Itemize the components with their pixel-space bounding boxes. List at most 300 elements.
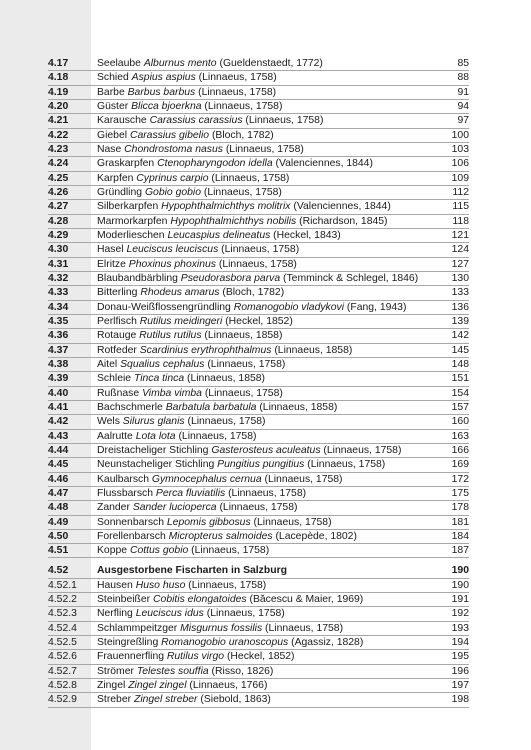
toc-entry[interactable] [0, 693, 531, 707]
author-citation: (Linnaeus, 1758) [304, 459, 386, 471]
toc-entry-title [97, 593, 443, 607]
scientific-name: Leucaspius delineatus [167, 229, 271, 241]
common-name: Elritze [97, 258, 129, 270]
toc-entry-number: 4.40 [48, 387, 69, 399]
author-citation: (Linnaeus, 1758) [208, 172, 290, 184]
common-name: Wels [97, 416, 123, 428]
toc-entry-number: 4.47 [48, 487, 69, 499]
common-name: Marmorkarpfen [97, 215, 171, 227]
scientific-name: Hypophthalmichthys molitrix [161, 201, 291, 213]
author-citation: (Heckel, 1843) [270, 229, 341, 241]
author-citation: (Băcescu & Maier, 1969) [246, 594, 364, 606]
toc-entry[interactable] [0, 229, 531, 243]
author-citation: (Heckel, 1852) [224, 651, 295, 663]
toc-entry-page: 148 [451, 358, 469, 370]
toc-entry-page: 169 [451, 459, 469, 471]
toc-entry-page: 198 [451, 694, 469, 706]
scientific-name: Pungitius pungitius [217, 459, 305, 471]
author-citation: (Linnaeus, 1758) [195, 86, 277, 98]
common-name: Schleie [97, 373, 134, 385]
toc-entry-title [97, 57, 443, 71]
scientific-name: Cyprinus carpio [136, 172, 209, 184]
toc-entry-page: 91 [457, 86, 469, 98]
toc-entry-title [97, 693, 443, 707]
toc-entry-page: 151 [451, 373, 469, 385]
author-citation: (Linnaeus, 1758) [184, 416, 266, 428]
toc-entry-page: 112 [452, 186, 469, 198]
common-name: Aitel [97, 358, 121, 370]
toc-entry[interactable] [0, 129, 531, 143]
toc-entry-title [97, 387, 443, 401]
toc-entry-page: 184 [451, 530, 469, 542]
toc-entry-number: 4.52.9 [48, 694, 77, 706]
toc-entry-number: 4.49 [48, 516, 69, 528]
scientific-name: Alburnus mento [143, 58, 217, 69]
toc-entry-number: 4.26 [48, 186, 69, 198]
toc-entry-number: 4.25 [48, 172, 69, 184]
toc-entry-page: 145 [451, 344, 469, 356]
toc-entry[interactable] [0, 301, 531, 315]
toc-entry-page: 94 [457, 100, 469, 112]
toc-entry-number: 4.52.3 [48, 608, 77, 620]
toc-entry-number: 4.45 [48, 459, 69, 471]
toc-entry[interactable] [0, 157, 531, 171]
scientific-name: Gasterosteus aculeatus [211, 444, 321, 456]
toc-entry[interactable] [0, 607, 531, 621]
scientific-name: Chondrostoma nasus [124, 143, 223, 155]
toc-entry-number: 4.19 [48, 86, 69, 98]
toc-entry[interactable] [0, 114, 531, 128]
toc-entry-number: 4.30 [48, 244, 69, 256]
toc-entry[interactable] [0, 473, 531, 487]
toc-entry-title [97, 665, 443, 679]
scientific-name: Ctenopharyngodon idella [157, 158, 273, 170]
author-citation: (Linnaeus, 1758) [250, 516, 332, 528]
common-name: Rotauge [97, 330, 140, 342]
table-of-contents [0, 57, 531, 708]
toc-entry-title [97, 579, 443, 593]
toc-entry[interactable] [0, 57, 531, 71]
author-citation: (Lacepède, 1802) [272, 530, 357, 542]
toc-section-heading[interactable] [0, 564, 531, 578]
row-divider [48, 557, 469, 558]
scientific-name: Zingel zingel [128, 680, 187, 692]
scientific-name: Aspius aspius [131, 72, 196, 84]
scientific-name: Scardinius erythrophthalmus [139, 344, 272, 356]
toc-entry-number: 4.18 [48, 72, 69, 84]
author-citation: (Linnaeus, 1858) [256, 401, 338, 413]
toc-entry-title [97, 315, 443, 329]
toc-entry-title [97, 172, 443, 186]
toc-entry-number: 4.52.6 [48, 651, 77, 663]
toc-entry-number: 4.27 [48, 201, 69, 213]
toc-entry-page: 121 [451, 229, 469, 241]
toc-entry-number: 4.52.8 [48, 680, 77, 692]
common-name: Schlammpeitzger [97, 622, 181, 634]
author-citation: (Linnaeus, 1858) [271, 344, 353, 356]
toc-entry[interactable] [0, 401, 531, 415]
toc-entry-page: 193 [451, 622, 469, 634]
common-name: Hasel [97, 244, 127, 256]
toc-entry-title [97, 215, 443, 229]
scientific-name: Gobio gobio [144, 186, 201, 198]
toc-entry[interactable] [0, 286, 531, 300]
toc-entry-page: 190 [451, 579, 469, 591]
toc-entry[interactable] [0, 344, 531, 358]
common-name: Karausche [97, 115, 150, 127]
toc-entry-number: 4.52.7 [48, 665, 77, 677]
toc-entry-number: 4.20 [48, 100, 69, 112]
toc-entry-number: 4.31 [48, 258, 69, 270]
toc-entry-title [97, 636, 443, 650]
toc-entry-title [97, 243, 443, 257]
scientific-name: Carassius gibelio [129, 129, 210, 141]
toc-entry-number: 4.36 [48, 330, 69, 342]
toc-entry-number: 4.29 [48, 229, 69, 241]
toc-entry-title [97, 129, 443, 143]
scientific-name: Romanogobio uranoscopus [161, 637, 289, 649]
toc-entry-page: 192 [451, 608, 469, 620]
common-name: Güster [97, 100, 132, 112]
toc-entry-title [97, 301, 443, 315]
scientific-name: Gymnocephalus cernua [151, 473, 262, 485]
toc-entry-number: 4.48 [48, 502, 69, 514]
toc-entry-page: 124 [451, 244, 469, 256]
common-name: Giebel [97, 129, 130, 141]
toc-entry-title [97, 516, 443, 530]
common-name: Sonnenbarsch [97, 516, 167, 528]
common-name: Perlfisch [97, 315, 140, 327]
scientific-name: Cottus gobio [129, 545, 189, 557]
toc-entry-page: 178 [451, 502, 469, 514]
toc-entry[interactable] [0, 458, 531, 472]
common-name: Nase [97, 143, 125, 155]
toc-entry[interactable] [0, 650, 531, 664]
common-name: Karpfen [97, 172, 137, 184]
toc-entry-page: 100 [451, 129, 469, 141]
common-name: Strömer [97, 665, 137, 677]
author-citation: (Bloch, 1782) [209, 129, 274, 141]
toc-entry-number: 4.39 [48, 373, 69, 385]
toc-entry-page: 142 [451, 330, 469, 342]
author-citation: (Linnaeus, 1758) [204, 358, 286, 370]
toc-entry-page: 194 [451, 637, 469, 649]
scientific-name: Silurus glanis [122, 416, 185, 428]
common-name: Rußnase [97, 387, 143, 399]
toc-section-number: 4.52 [48, 565, 69, 577]
toc-entry-number: 4.44 [48, 444, 69, 456]
toc-entry[interactable] [0, 329, 531, 343]
toc-entry-page: 191 [451, 594, 469, 606]
common-name: Flussbarsch [97, 487, 156, 499]
toc-entry-page: 197 [451, 680, 469, 692]
common-name: Streber [97, 694, 134, 706]
common-name: Rotfeder [97, 344, 140, 356]
common-name: Silberkarpfen [97, 201, 162, 213]
toc-entry-title [97, 444, 443, 458]
toc-entry-number: 4.28 [48, 215, 69, 227]
toc-entry[interactable] [0, 501, 531, 515]
toc-entry-title [97, 530, 443, 544]
common-name: Blaubandbärbling [97, 272, 181, 284]
toc-entry-page: 88 [457, 72, 469, 84]
toc-entry-title [97, 100, 443, 114]
common-name: Seelaube [97, 58, 144, 69]
toc-entry[interactable] [0, 186, 531, 200]
toc-entry-number: 4.21 [48, 115, 69, 127]
author-citation: (Linnaeus, 1758) [225, 487, 307, 499]
scientific-name: Tinca tinca [133, 373, 185, 385]
toc-entry-title [97, 186, 443, 200]
author-citation: (Linnaeus, 1758) [242, 115, 324, 127]
author-citation: (Linnaeus, 1758) [175, 430, 257, 442]
common-name: Graskarpfen [97, 158, 158, 170]
scientific-name: Squalius cephalus [120, 358, 205, 370]
common-name: Kaulbarsch [97, 473, 152, 485]
toc-entry[interactable] [0, 243, 531, 257]
toc-entry-page: 130 [451, 272, 469, 284]
toc-entry-page: 157 [451, 401, 469, 413]
scientific-name: Misgurnus fossilis [180, 622, 263, 634]
toc-entry-title [97, 157, 443, 171]
scientific-name: Telestes souffia [136, 665, 209, 677]
toc-entry[interactable] [0, 679, 531, 693]
toc-entry[interactable] [0, 372, 531, 386]
toc-entry[interactable] [0, 444, 531, 458]
common-name: Bitterling [97, 287, 141, 299]
scientific-name: Vimba vimba [142, 387, 202, 399]
toc-entry[interactable] [0, 487, 531, 501]
toc-entry-page: 154 [451, 387, 469, 399]
toc-entry-page: 109 [451, 172, 469, 184]
scientific-name: Rhodeus amarus [140, 287, 220, 299]
toc-entry-title [97, 200, 443, 214]
toc-entry-page: 127 [451, 258, 469, 270]
toc-entry-title [97, 229, 443, 243]
common-name: Zander [97, 502, 133, 514]
common-name: Donau-Weißflossengründling [97, 301, 234, 313]
toc-entry-number: 4.46 [48, 473, 69, 485]
scientific-name: Lota lota [135, 430, 176, 442]
author-citation: (Linnaeus, 1758) [185, 579, 267, 591]
author-citation: (Linnaeus, 1758) [320, 444, 402, 456]
toc-entry-title [97, 344, 443, 358]
toc-entry-page: 163 [451, 430, 469, 442]
toc-entry[interactable] [0, 358, 531, 372]
scientific-name: Carassius carassius [149, 115, 243, 127]
common-name: Forellenbarsch [97, 530, 169, 542]
toc-entry[interactable] [0, 100, 531, 114]
toc-section-title: Ausgestorbene Fischarten in Salzburg [97, 565, 287, 577]
scientific-name: Sander lucioperca [132, 502, 217, 514]
toc-entry[interactable] [0, 516, 531, 530]
toc-entry-number: 4.52.2 [48, 594, 77, 606]
common-name: Barbe [97, 86, 128, 98]
scientific-name: Romanogobio vladykovi [233, 301, 345, 313]
common-name: Aalrutte [97, 430, 136, 442]
toc-entry[interactable] [0, 665, 531, 679]
toc-entry[interactable] [0, 200, 531, 214]
common-name: Schied [97, 72, 132, 84]
toc-entry-number: 4.52.4 [48, 622, 77, 634]
toc-section-page: 190 [451, 565, 469, 577]
toc-entry-page: 103 [451, 143, 469, 155]
toc-entry-title [97, 329, 443, 343]
toc-entry-title [97, 286, 443, 300]
scientific-name: Leuciscus idus [135, 608, 204, 620]
toc-entry-number: 4.52.5 [48, 637, 77, 649]
scientific-name: Phoxinus phoxinus [128, 258, 216, 270]
toc-entry-title [97, 143, 443, 157]
scientific-name: Zingel streber [133, 694, 198, 706]
toc-entry-number: 4.33 [48, 287, 69, 299]
toc-entry-page: 175 [451, 487, 469, 499]
scientific-name: Cobitis elongatoides [153, 594, 247, 606]
common-name: Dreistacheliger Stichling [97, 444, 212, 456]
author-citation: (Linnaeus, 1758) [218, 244, 300, 256]
scientific-name: Leuciscus leuciscus [126, 244, 219, 256]
toc-entry[interactable] [0, 544, 531, 558]
scientific-name: Rutilus virgo [166, 651, 225, 663]
toc-entry-page: 166 [451, 444, 469, 456]
toc-entry[interactable] [0, 272, 531, 286]
toc-entry[interactable] [0, 415, 531, 429]
author-citation: (Linnaeus, 1766) [186, 680, 268, 692]
toc-entry-title [97, 415, 443, 429]
scientific-name: Barbatula barbatula [165, 401, 257, 413]
author-citation: (Linnaeus, 1858) [184, 373, 265, 385]
toc-entry[interactable] [0, 636, 531, 650]
toc-entry-page: 187 [451, 545, 469, 557]
author-citation: (Linnaeus, 1758) [201, 100, 283, 112]
common-name: Nerfling [97, 608, 136, 620]
toc-entry-title [97, 607, 443, 621]
toc-entry-page: 118 [452, 215, 469, 227]
toc-entry-number: 4.17 [48, 58, 69, 69]
toc-entry-page: 106 [451, 158, 469, 170]
toc-entry[interactable] [0, 172, 531, 186]
toc-entry-title [97, 401, 443, 415]
toc-entry[interactable] [0, 430, 531, 444]
author-citation: (Agassiz, 1828) [288, 637, 364, 649]
author-citation: (Linnaeus, 1758) [201, 186, 282, 198]
author-citation: (Linnaeus, 1758) [203, 608, 285, 620]
toc-entry-number: 4.24 [48, 158, 69, 170]
common-name: Bachschmerle [97, 401, 166, 413]
common-name: Neunstacheliger Stichling [97, 459, 218, 471]
toc-entry[interactable] [0, 71, 531, 85]
toc-entry[interactable] [0, 579, 531, 593]
toc-entry-number: 4.35 [48, 315, 69, 327]
toc-entry-title [97, 258, 443, 272]
toc-entry-title [97, 487, 443, 501]
toc-entry-title [97, 272, 443, 286]
toc-entry[interactable] [0, 258, 531, 272]
common-name: Zingel [97, 680, 129, 692]
toc-entry-number: 4.52.1 [48, 579, 77, 591]
toc-entry[interactable] [0, 215, 531, 229]
scientific-name: Blicca bjoerkna [131, 100, 202, 112]
toc-entry-page: 181 [451, 516, 469, 528]
toc-entry-page: 195 [451, 651, 469, 663]
scientific-name: Barbus barbus [127, 86, 196, 98]
toc-entry-title [97, 430, 443, 444]
toc-entry-page: 85 [457, 58, 469, 69]
toc-entry-number: 4.37 [48, 344, 69, 356]
toc-entry-page: 97 [457, 115, 469, 127]
toc-entry-number: 4.50 [48, 530, 69, 542]
toc-entry[interactable] [0, 593, 531, 607]
common-name: Steinbeißer [97, 594, 154, 606]
toc-entry-title [97, 372, 443, 386]
toc-entry-title [97, 544, 443, 558]
author-citation: (Fang, 1943) [344, 301, 407, 313]
author-citation: (Linnaeus, 1758) [262, 622, 344, 634]
scientific-name: Lepomis gibbosus [166, 516, 251, 528]
author-citation: (Temminck & Schlegel, 1846) [280, 272, 419, 284]
author-citation: (Linnaeus, 1758) [188, 545, 270, 557]
toc-entry[interactable] [0, 86, 531, 100]
toc-entry-title [97, 622, 443, 636]
toc-entry-page: 136 [451, 301, 469, 313]
author-citation: (Valenciennes, 1844) [290, 201, 391, 213]
common-name: Koppe [97, 545, 130, 557]
scientific-name: Hypophthalmichthys nobilis [170, 215, 297, 227]
common-name: Frauennerfling [97, 651, 167, 663]
toc-entry-number: 4.38 [48, 358, 69, 370]
author-citation: (Richardson, 1845) [296, 215, 388, 227]
scientific-name: Micropterus salmoides [168, 530, 273, 542]
toc-entry-number: 4.42 [48, 416, 69, 428]
toc-entry-title [97, 473, 443, 487]
toc-entry[interactable] [0, 387, 531, 401]
toc-entry[interactable] [0, 530, 531, 544]
scientific-name: Pseudorasbora parva [180, 272, 281, 284]
toc-entry[interactable] [0, 143, 531, 157]
toc-entry-title [97, 501, 443, 515]
toc-entry-number: 4.23 [48, 143, 69, 155]
author-citation: (Linnaeus, 1758) [216, 258, 297, 270]
toc-entry-page: 172 [451, 473, 469, 485]
toc-entry-page: 115 [452, 201, 469, 213]
row-divider [48, 707, 469, 708]
author-citation: (Gueldenstaedt, 1772) [216, 58, 323, 69]
toc-entry-page: 160 [451, 416, 469, 428]
common-name: Steingreßling [97, 637, 162, 649]
common-name: Hausen [97, 579, 136, 591]
toc-entry-title [97, 679, 443, 693]
toc-entry[interactable] [0, 315, 531, 329]
toc-entry-number: 4.22 [48, 129, 69, 141]
toc-entry-title [97, 86, 443, 100]
author-citation: (Siebold, 1863) [197, 694, 271, 706]
author-citation: (Valenciennes, 1844) [272, 158, 373, 170]
toc-entry-title [97, 71, 443, 85]
author-citation: (Linnaeus, 1758) [222, 143, 304, 155]
author-citation: (Linnaeus, 1758) [216, 502, 298, 514]
author-citation: (Risso, 1826) [208, 665, 274, 677]
toc-entry-title [97, 650, 443, 664]
author-citation: (Linnaeus, 1858) [201, 330, 283, 342]
author-citation: (Bloch, 1782) [219, 287, 285, 299]
toc-entry-number: 4.41 [48, 401, 69, 413]
toc-entry-title [97, 458, 443, 472]
toc-entry[interactable] [0, 622, 531, 636]
toc-entry-number: 4.32 [48, 272, 69, 284]
author-citation: (Linnaeus, 1758) [195, 72, 277, 84]
author-citation: (Linnaeus, 1758) [261, 473, 343, 485]
toc-entry-number: 4.43 [48, 430, 69, 442]
